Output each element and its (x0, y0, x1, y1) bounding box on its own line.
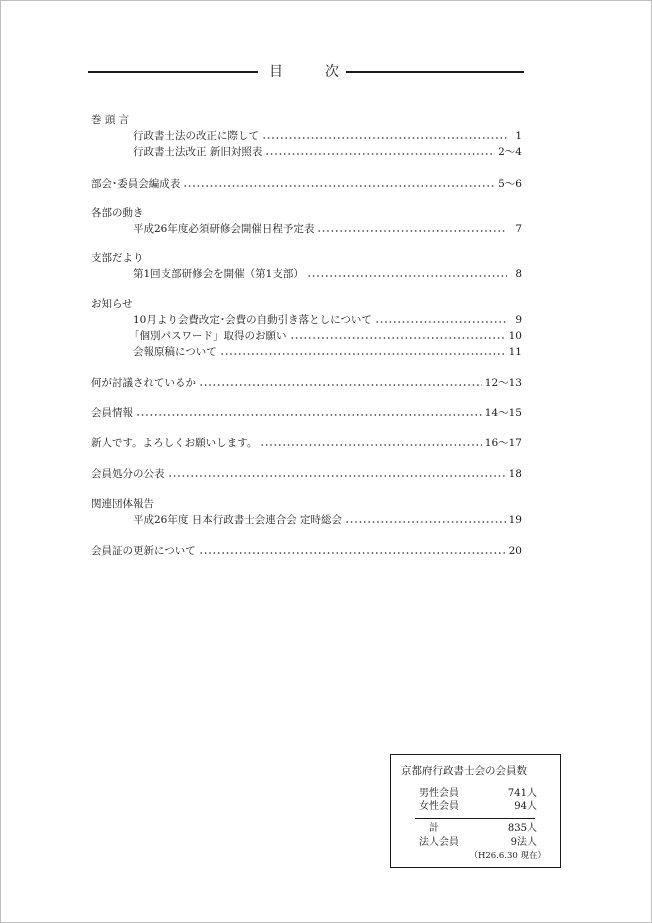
toc-entry[interactable] (91, 467, 522, 481)
toc-entry[interactable] (133, 345, 522, 359)
section-heading-departments: 各部の動き (91, 207, 144, 219)
total-label: 計 (429, 823, 439, 834)
toc-entry[interactable] (133, 145, 522, 159)
toc-entry-page: 14〜15 (484, 407, 522, 419)
dot-leader (168, 470, 506, 478)
toc-entry-label: 行政書士法の改正に際して (133, 130, 259, 142)
toc-entry-page: 20 (508, 545, 522, 557)
total-rule (415, 818, 535, 819)
dot-leader (220, 348, 506, 356)
toc-entry-label: 平成26年度 日本行政書士会連合会 定時総会 (133, 514, 343, 526)
title-rule-right (346, 71, 524, 73)
toc-entry-page: 11 (508, 346, 522, 358)
dot-leader (345, 516, 506, 524)
toc-entry-label: 会員処分の公表 (91, 468, 165, 480)
dot-leader (199, 379, 482, 387)
title-char-left: 目 (269, 64, 283, 80)
member-row-corporate (391, 836, 560, 849)
toc-entry[interactable] (91, 544, 522, 558)
member-row-total (391, 822, 560, 835)
toc-entry-label: 「個別パスワード」取得のお願い (129, 330, 287, 342)
toc-entry-page: 19 (508, 514, 522, 526)
toc-entry[interactable] (133, 222, 522, 236)
toc-entry[interactable] (91, 376, 522, 390)
dot-leader (375, 316, 507, 324)
toc-entry-page: 18 (508, 468, 522, 480)
member-count-title: 京都府行政書士会の会員数 (401, 765, 527, 777)
toc-entry-label: 会員情報 (91, 407, 133, 419)
toc-entry-label: 会員証の更新について (91, 545, 196, 557)
corporate-value: 9法人 (510, 837, 537, 848)
toc-entry-page: 1 (515, 130, 522, 142)
corporate-label: 法人会員 (419, 837, 459, 848)
toc-entry[interactable] (133, 313, 522, 327)
as-of-date: （H26.6.30 現在） (469, 851, 546, 861)
dot-leader (307, 270, 507, 278)
title-char-right: 次 (325, 64, 339, 80)
toc-entry[interactable] (133, 267, 522, 281)
toc-entry[interactable] (91, 177, 522, 191)
male-value: 741人 (507, 788, 537, 799)
toc-title (88, 62, 524, 82)
total-value: 835人 (507, 823, 537, 834)
toc-entry[interactable] (91, 436, 522, 450)
toc-entry-page: 12〜13 (484, 377, 522, 389)
toc-entry[interactable] (91, 406, 522, 420)
toc-entry-label: 部会･委員会編成表 (91, 178, 181, 190)
toc-entry-page: 16〜17 (484, 437, 522, 449)
dot-leader (265, 148, 495, 156)
dot-leader (183, 180, 495, 188)
toc-entry-label: 会報原稿について (133, 346, 217, 358)
female-value: 94人 (514, 801, 537, 812)
toc-entry-label: 第1回支部研修会を開催（第1支部） (133, 268, 304, 280)
toc-entry-page: 10 (508, 330, 522, 342)
section-heading-branch: 支部だより (91, 252, 144, 264)
member-row-male (391, 787, 560, 800)
dot-leader (136, 409, 482, 417)
toc-entry-page: 7 (515, 223, 522, 235)
toc-entry-page: 9 (515, 314, 522, 326)
female-label: 女性会員 (419, 801, 459, 812)
toc-entry[interactable] (133, 513, 522, 527)
title-rule-left (88, 71, 258, 73)
dot-leader (262, 132, 507, 140)
toc-entry-label: 10月より会費改定･会費の自動引き落としについて (133, 314, 372, 326)
toc-entry-label: 新人です。よろしくお願いします。 (91, 437, 258, 449)
dot-leader (290, 332, 506, 340)
toc-entry-label: 平成26年度必須研修会開催日程予定表 (133, 223, 315, 235)
dot-leader (199, 547, 506, 555)
toc-entry-page: 2〜4 (498, 146, 522, 158)
toc-entry[interactable] (129, 329, 522, 343)
toc-entry-page: 8 (515, 268, 522, 280)
toc-entry-label: 行政書士法改正 新旧対照表 (133, 146, 263, 158)
member-count-box (390, 754, 561, 868)
member-row-female (391, 800, 560, 813)
dot-leader (260, 439, 481, 447)
section-heading-notices: お知らせ (91, 298, 133, 310)
dot-leader (317, 225, 507, 233)
toc-entry[interactable] (133, 129, 522, 143)
toc-entry-label: 何が討議されているか (91, 377, 196, 389)
toc-entry-page: 5〜6 (498, 178, 522, 190)
section-heading-related: 関連団体報告 (91, 498, 154, 510)
section-heading-preface: 巻 頭 言 (91, 114, 130, 126)
male-label: 男性会員 (419, 788, 459, 799)
